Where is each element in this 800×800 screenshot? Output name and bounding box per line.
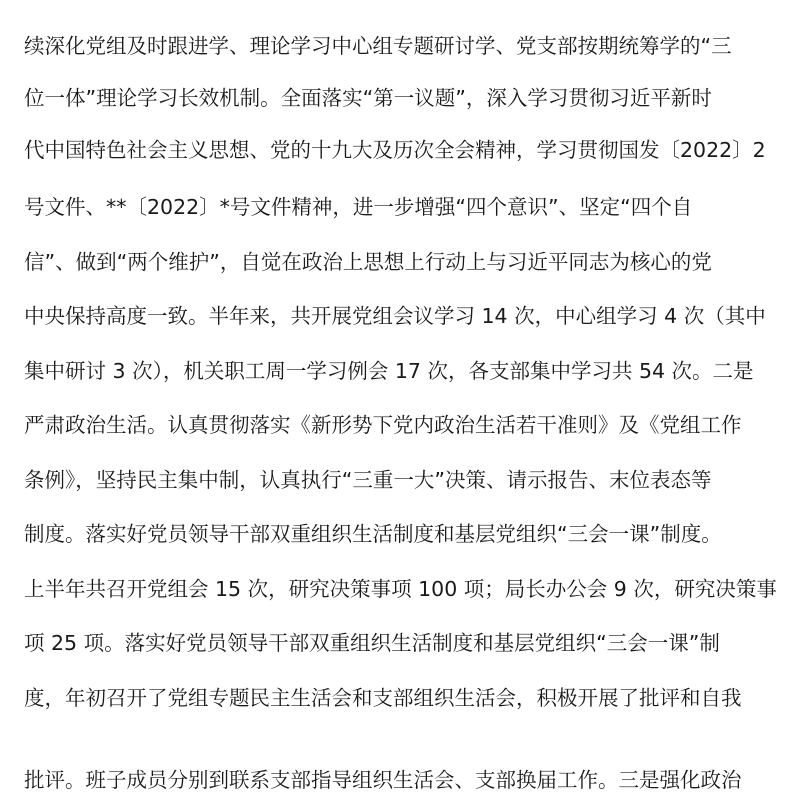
text-line: 信”、做到“两个维护”，自觉在政治上思想上行动上与习近平同志为核心的党 [24,250,712,274]
text-line: 续深化党组及时跟进学、理论学习中心组专题研讨学、党支部按期统筹学的“三 [24,34,732,58]
text-line: 制度。落实好党员领导干部双重组织生活制度和基层党组织“三会一课”制度。 [24,522,722,546]
text-line: 严肃政治生活。认真贯彻落实《新形势下党内政治生活若干准则》及《党组工作 [24,413,742,437]
text-line: 集中研讨 3 次），机关职工周一学习例会 17 次，各支部集中学习共 54 次。二是 [24,359,754,383]
text-line: 上半年共召开党组会 15 次，研究决策事项 100 项；局长办公会 9 次，研究决策事 [24,577,777,601]
text-line: 度，年初召开了党组专题民主生活会和支部组织生活会，积极开展了批评和自我 [24,686,742,710]
text-line: 项 25 项。落实好党员领导干部双重组织生活制度和基层党组织“三会一课”制 [24,631,720,655]
text-line: 条例》，坚持民主集中制，认真执行“三重一大”决策、请示报告、末位表态等 [24,468,712,492]
text-line: 位一体”理论学习长效机制。全面落实“第一议题”，深入学习贯彻习近平新时 [24,86,712,110]
text-line: 代中国特色社会主义思想、党的十九大及历次全会精神，学习贯彻国发〔2022〕2 [24,138,766,162]
text-line: 批评。班子成员分别到联系支部指导组织生活会、支部换届工作。三是强化政治 [24,768,742,792]
text-line: 号文件、**〔2022〕*号文件精神，进一步增强“四个意识”、坚定“四个自 [24,195,693,219]
text-line: 中央保持高度一致。半年来，共开展党组会议学习 14 次，中心组学习 4 次（其中 [24,304,766,328]
